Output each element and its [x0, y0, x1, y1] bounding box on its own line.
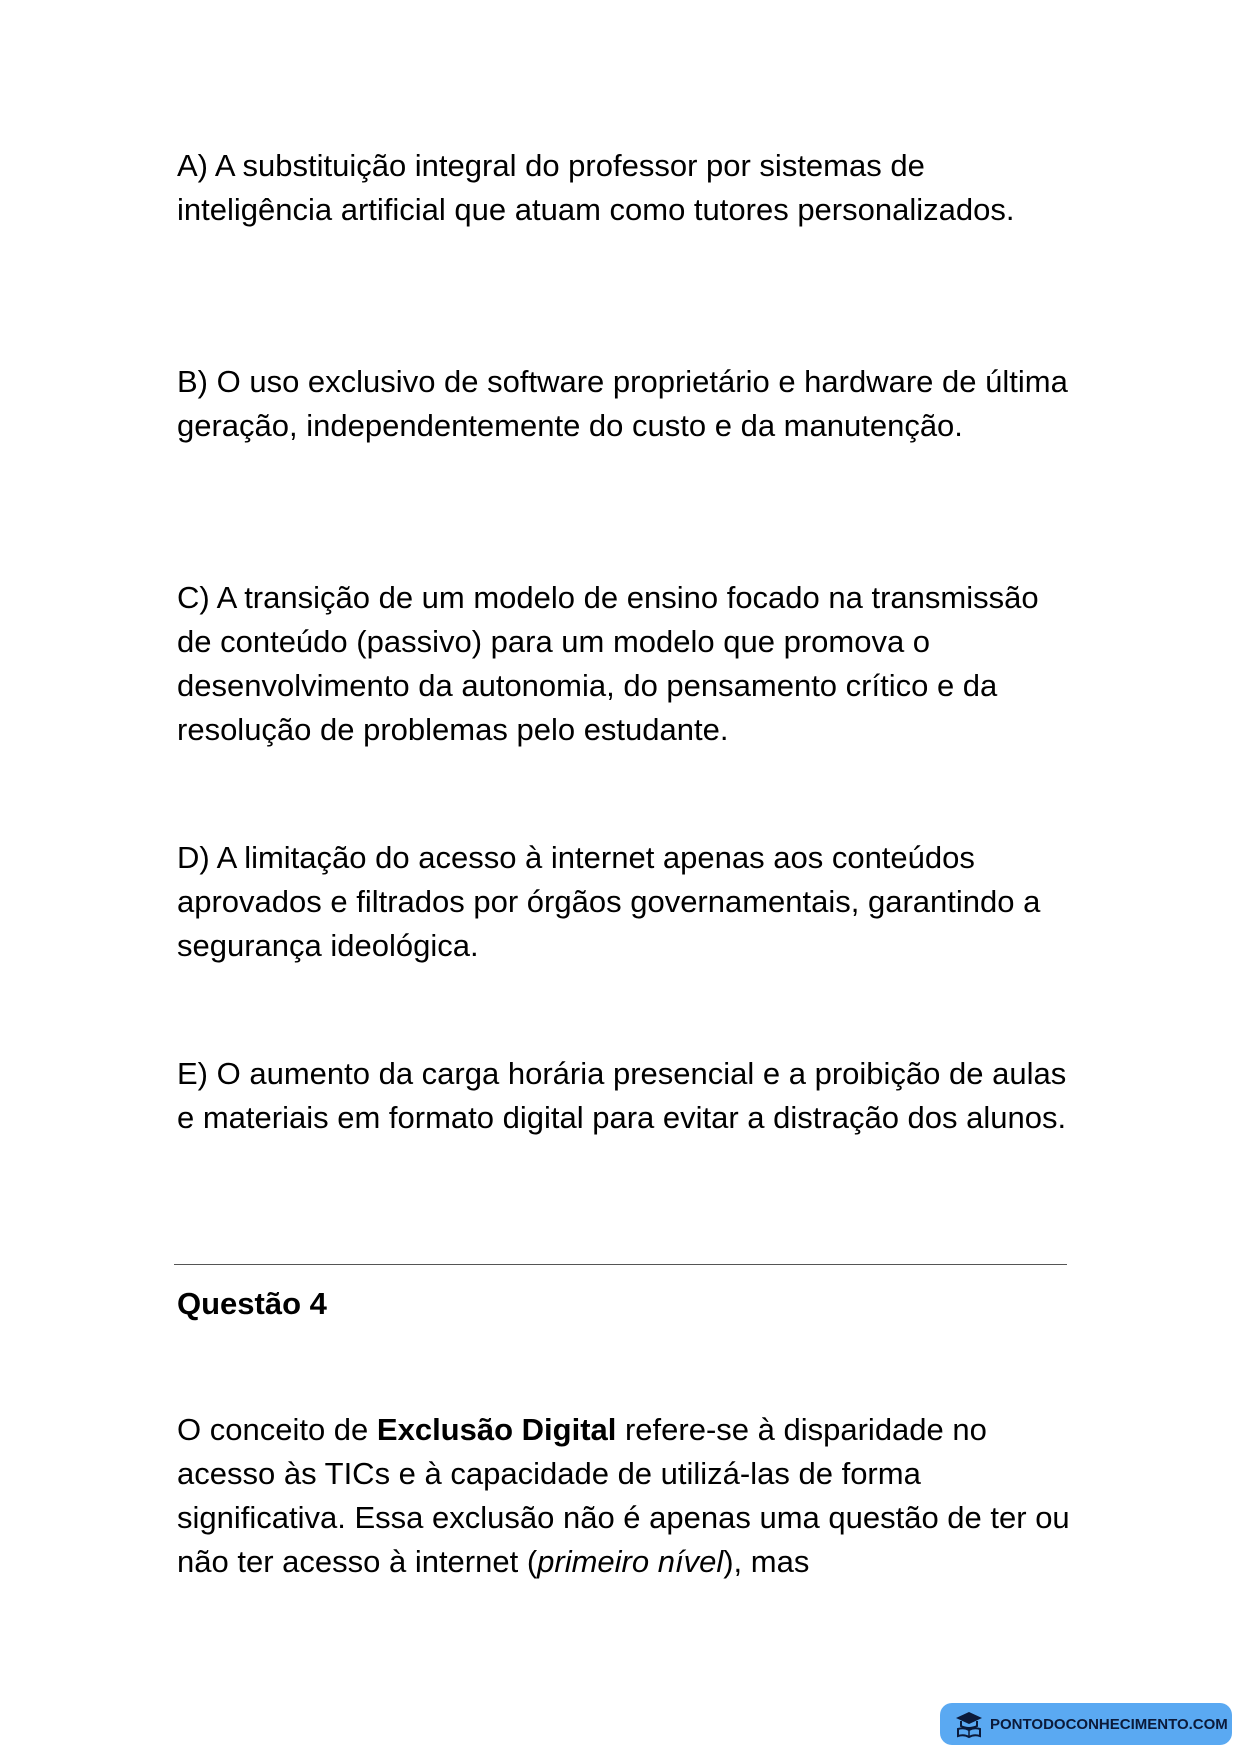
intro-bold-term: Exclusão Digital	[376, 1412, 617, 1447]
graduation-book-icon	[954, 1709, 984, 1739]
option-e: E) O aumento da carga horária presencial e a proibição de aulas e materiais em formato digital para evitar a distração dos alunos.	[177, 1056, 1067, 1135]
section-divider	[174, 1264, 1067, 1265]
intro-text-mid: refere-se à disparidade no acesso às TICs e à capacidade de utilizá-las de forma significativa. Essa exclusão não é apenas uma questão de ter ou não ter acesso à internet (	[177, 1412, 1070, 1579]
question-heading: Questão 4	[177, 1286, 327, 1321]
site-label: PONTODOCONHECIMENTO.COM	[990, 1715, 1228, 1733]
question-intro	[177, 1408, 1077, 1584]
option-d: D) A limitação do acesso à internet apenas aos conteúdos aprovados e filtrados por órgãos governamentais, garantindo a segurança ideológica.	[177, 840, 1041, 963]
intro-italic-term: primeiro nível	[537, 1544, 724, 1579]
option-b: B) O uso exclusivo de software proprietário e hardware de última geração, independentemente do custo e da manutenção.	[177, 364, 1068, 443]
option-a: A) A substituição integral do professor por sistemas de inteligência artificial que atuam como tutores personalizados.	[177, 148, 1015, 227]
option-c: C) A transição de um modelo de ensino focado na transmissão de conteúdo (passivo) para um modelo que promova o desenvolvimento da autonomia, do pensamento crítico e da resolução de problemas pelo estudante.	[177, 580, 1039, 747]
intro-text-end: ), mas	[723, 1544, 810, 1579]
intro-text-start: O conceito de	[177, 1412, 377, 1447]
site-badge[interactable]	[940, 1703, 1232, 1745]
